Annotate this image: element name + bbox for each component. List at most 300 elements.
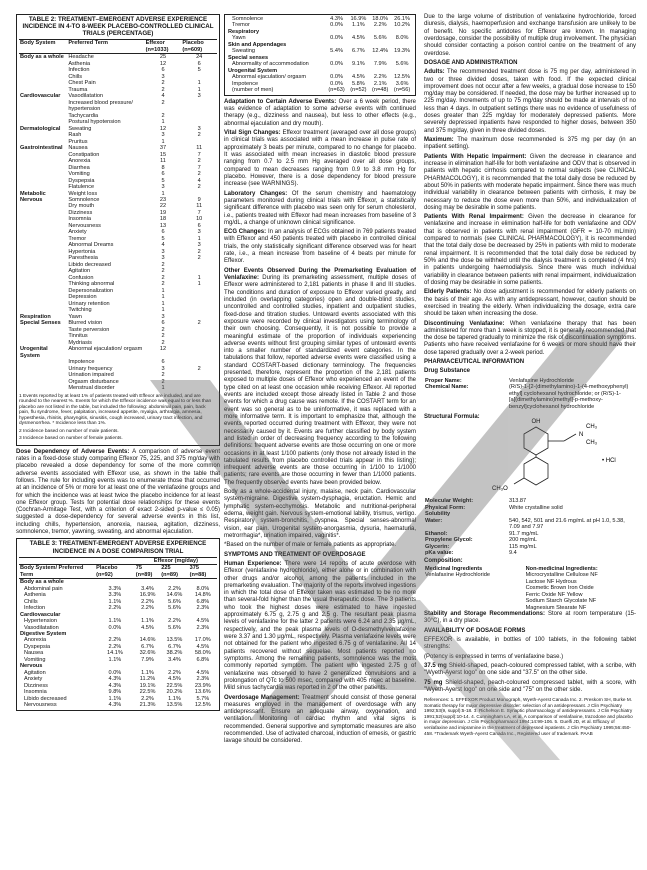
property-label: Glycerin: [425, 543, 450, 550]
table-cell: Nausea [24, 650, 44, 657]
table-cell: 58.0% [194, 650, 211, 657]
table-cell: (n=48) [372, 87, 389, 94]
table-cell: Sweating [232, 48, 256, 55]
table-cell: Headache [68, 54, 94, 61]
table-cell: 2 [161, 372, 165, 379]
table-cell: Chills [68, 73, 82, 80]
table-cell: Nervousness [68, 222, 101, 229]
paragraph-heading: ECG Changes: [224, 229, 267, 236]
table-cell: 3 [161, 73, 165, 80]
paragraph-heading: Adults: [424, 69, 445, 76]
table-cell: 3 [161, 248, 165, 255]
table-cell: 1 [161, 190, 165, 197]
paragraph [424, 628, 636, 635]
table-cell: 6.8% [196, 598, 210, 605]
table-cell: 7 [197, 151, 201, 158]
paragraph-body: Due to the large volume of distribution of venlafaxine hydrochloride, forced diuresis, dialysis, haemoperfusion and exchange transfusion are unlikely to be of benefit. No specific antidotes for Effexor are known. In managing overdosage, consider the possibility of multiple drug involvement. The physician should consider contacting a poison control centre on the treatment of any overdose. [424, 14, 636, 57]
table-cell: 2 [161, 261, 165, 268]
table-cell: (n=63) [328, 87, 345, 94]
table-cell: 2.2% [141, 598, 154, 605]
table-cell: 2.3% [196, 624, 210, 631]
composition-title: Composition: [424, 558, 463, 565]
table-2-footnote: 1 Events reported by at least 1% of patients treated with Effexor are included, and are rounded to the nearest %. Events for which the Effexor incidence was equal to or less than placebo are not listed in the table, but included the following: abdominal pain, pain, back pain, flu syndrome, fever, palpitation, increased appetite, myalgia, arthralgia, amnesia, hypesthesia, rhinitis, pharyngitis, sinusitis, cough increased, urinary tract infection, and dysmenorrhea. * Incidence less than 1%. [19, 393, 212, 427]
property-value: White crystalline solid [509, 504, 563, 511]
paragraph [224, 542, 416, 549]
table-cell: 1 [197, 86, 201, 93]
table-cell: 3.4% [141, 585, 154, 592]
table-cell: 1.1% [168, 695, 181, 702]
property-label: Molecular Weight: [425, 498, 474, 505]
paragraph-body: Given the decrease in clearance for venlafaxine and increase in elimination half-life for both venlafaxine and ODV that is observed in patients with renal impairment (GFR = 10-70 mL/min) compared to normals (see CLINICAL PHARMACOLOGY), it is recommended that the total daily dose be decreased by 25% in patients with mild to moderate renal impairment. It is recommended that the total daily dose be reduced by 50% and the dose be withheld until the dialysis treatment is completed (4 hrs) in patients undergoing haemodialysis. Since there was much individual variability in clearance between patients with renal impairment, individualization of dosing may be desirable in some patients. [424, 214, 636, 286]
property-row [424, 550, 636, 556]
table-cell: 3 [161, 184, 165, 191]
paragraph-body: (Potency is expressed in terms of venlafaxine base.) [424, 653, 564, 660]
table-cell: 6 [161, 359, 165, 366]
table-cell: (n=52) [350, 87, 367, 94]
table-cell: 2.2% [141, 695, 154, 702]
table-cell: Pruritus [68, 138, 88, 145]
table-cell: Dizziness [68, 209, 93, 216]
table-cell: Urogenital System [228, 67, 278, 74]
paragraph-body: Effexor treatment (averaged over all dose groups) in clinical trials was associated with a mean increase in pulse rate of approximately 3 beats per minute, compared to no change for placebo. It was associated with mean increases in diastolic blood pressure ranging from 0.7 to 2.5 mm Hg averaged over all dose groups, compared to mean decreases ranging from 0.9 to 3.8 mm Hg for placebo. However, there is a dose dependency for blood pressure increase (see WARNINGS). [224, 130, 417, 188]
table-cell: 5.6% [395, 61, 409, 68]
atom-n: N [578, 432, 584, 439]
table-cell: 4.5% [352, 35, 365, 42]
table-3-header: Placebo (n=92) [95, 565, 135, 579]
paragraph-body: In an analysis of ECGs obtained in 769 patients treated with Effexor and 450 patients treated with placebo in controlled clinical trials, the only statistically significant difference observed was for heart rate, i.e., a mean increase from baseline of 4 beats per minute for Effexor. [224, 229, 416, 265]
nonmedicinal-item: Microcrystalline Cellulose NF [525, 572, 598, 579]
table-cell: Abnormal Dreams [68, 242, 114, 249]
table-cell: 1 [161, 385, 165, 392]
table-cell: 2 [197, 132, 201, 139]
atom-oh: OH [531, 419, 541, 426]
table-cell: 3 [197, 125, 201, 132]
table-cell: Chills [24, 598, 38, 605]
table-cell: 2.2% [168, 585, 181, 592]
table-2 [16, 14, 220, 446]
paragraph-heading: Adaptation to Certain Adverse Events: [224, 98, 337, 105]
paragraph-body: Shield-shaped, peach-coloured compressed tablet, with a scribe, with "Wyeth-Ayerst logo" on one side and "37.5" on the other side. [424, 663, 636, 677]
paragraph-body: Store at room temperature (15-30°C), in a dry place. [424, 611, 636, 625]
table-cell: Insomnia [24, 689, 47, 696]
table-cell: 0.0% [108, 624, 122, 631]
column-right [424, 14, 636, 736]
property-row [424, 384, 636, 410]
table-cell: Blurred vision [68, 320, 103, 327]
table-cell: 2.2% [168, 669, 181, 676]
table-cell: 6 [161, 67, 165, 74]
table-cell: 2 [161, 274, 165, 281]
paragraph-heading: SYMPTOMS AND TREATMENT OF OVERDOSAGE [224, 551, 366, 558]
paragraph-body: Body as a whole-accidental injury, malaise, neck pain. Cardiovascular system-migraine. Digestive system-dysphagia, eructation. Hemic and lymphatic system-ecchymosis. Metabolic and nutritional-peripheral edema, weight gain. Nervous system-emotional lability, trismus, vertigo. Respiratory system-bronchitis, dyspnea. Special senses-abnormal vision, ear pain. Urogenital system-anorgasmia, dysuria, haematuria, metrorrhagia*, urination impaired, vaginitis*. [224, 489, 416, 539]
table-cell: Vomiting [24, 656, 46, 663]
table-cell [95, 579, 135, 586]
table-cell: 1.1% [108, 598, 122, 605]
table-cell: Respiratory [228, 28, 260, 35]
table-cell: 13 [159, 222, 167, 229]
table-cell: 4 [161, 242, 165, 249]
table-cell [189, 579, 217, 586]
property-label: Propylene Glycol: [425, 537, 473, 544]
paragraph-body: Over a 6 week period, there was evidence of adaptation to some adverse events with continued therapy (e.g., dizziness and nausea), but less to other effects (e.g., abnormal ejaculation and dry mouth). [224, 98, 417, 127]
table-cell: 4.3% [108, 702, 122, 709]
paragraph [224, 552, 416, 559]
table-cell: 5 [197, 67, 201, 74]
table-2-header: Effexor (n=1033) [145, 40, 182, 54]
table-2-header: Preferred Term [67, 40, 144, 54]
nonmedicinal-item: Magnesium Stearate NF [525, 604, 587, 611]
table-cell: 3.4% [168, 656, 181, 663]
paragraph [424, 14, 636, 58]
table-cell: 2.3% [196, 605, 210, 612]
table-cell: Dizziness [24, 682, 48, 689]
table-cell: Nervous [20, 197, 43, 203]
table-cell: 12.5% [194, 702, 211, 709]
table-cell: 1 [197, 80, 201, 87]
table-cell: Dyspepsia [68, 177, 95, 184]
paragraph [424, 69, 636, 135]
table-cell: Trauma [68, 86, 88, 93]
paragraph-heading: 75 mg [424, 679, 443, 686]
table-cell: 13.6% [194, 689, 211, 696]
table-cell: 4.5% [196, 618, 210, 625]
medicinal-ingredient: Venlafaxine Hydrochloride [425, 572, 490, 579]
table-cell: (number of men) [232, 87, 274, 94]
paragraph [224, 229, 416, 266]
table-cell: 19.3% [394, 48, 410, 55]
availability-text [424, 611, 636, 694]
table-cell: 1 [161, 294, 165, 301]
table-cell: Weight loss [68, 190, 98, 197]
table-cell: Asthenia [24, 592, 46, 599]
table-cell: 3 [197, 242, 201, 249]
table-cell: 22 [159, 203, 167, 210]
table-cell [181, 346, 217, 359]
table-cell: 6 [197, 222, 201, 229]
table-cell: 4 [161, 93, 165, 100]
table-3-grid [19, 557, 217, 709]
table-cell: 3 [197, 93, 201, 100]
table-cell: 9.1% [352, 61, 365, 68]
paragraph [424, 611, 636, 626]
atom-ch3-b: CH₃ [585, 440, 597, 447]
table-cell: Sweating [68, 125, 92, 132]
table-cell: 25 [159, 54, 167, 61]
paragraph-heading: Patients With Hepatic Impairment: [424, 153, 527, 160]
table-cell: 6.7% [141, 643, 154, 650]
table-cell: Vasodilatation [24, 624, 59, 631]
table-cell: 9.8% [108, 689, 122, 696]
property-label: pKa value: [425, 549, 454, 556]
table-cell: 4.5% [196, 669, 210, 676]
paragraph-heading: Other Events Observed During the Premarketing Evaluation of Venlafaxine: [224, 267, 416, 281]
paragraph [224, 191, 416, 228]
table-cell: 12 [159, 125, 167, 132]
table-cell: 0.0% [108, 669, 122, 676]
property-label: Chemical Name: [425, 384, 469, 391]
table-cell: Menstrual disorder [68, 385, 115, 392]
nonmedicinal-item: Ferric Oxide NF Yellow [525, 591, 583, 598]
paragraph-body: The recommended treatment dose is 75 mg per day, administered in two or three divided doses, taken with food. If the expected clinical improvement does not occur after a few weeks, a gradual dose increase to 150 mg/day may be considered. If needed, the dose may be further increased up to 225 mg/day. Increments of up to 75 mg/day should be made at intervals of no less than 4 days. In outpatient settings there was no evidence of usefulness of doses greater than 225 mg/day for moderately depressed patients. More severely depressed inpatients have responded to higher doses, between 350 and 375 mg/day, given in three divided doses. [424, 69, 636, 134]
table-cell: 18 [159, 216, 167, 223]
table-cell: Libido decreased [24, 695, 67, 702]
table-cell: Abnormality of accommodation [232, 61, 309, 68]
property-label: Proper Name: [425, 377, 462, 384]
paragraph-heading: Overdosage Management: [224, 694, 300, 701]
table-cell: 7 [197, 209, 201, 216]
dose-dependency-text [16, 449, 220, 537]
nonmedicinal-list [525, 572, 636, 611]
table-cell: Yawn [68, 313, 82, 320]
table-cell: Rash [68, 132, 82, 139]
paragraph-body: There were 14 reports of acute overdose with Effexor (venlafaxine hydrochloride), either alone or in combination with other drugs and/or alcohol, among the patients included in the premarketing evaluation. The majority of the reports involved ingestions in which the total dose of Effexor taken was estimated to be no more than several-fold higher than the usual therapeutic dose. The 3 patients who took the highest doses were estimated to have ingested approximately 6.75 g, 2.75 g and 2.5 g. The resultant peak plasma levels of venlafaxine for the latter 2 patients were 6.24 and 2.35 μg/mL, respectively, and the peak plasma levels of O-desmethylvenlafaxine were 3.37 and 1.30 μg/mL, respectively. Plasma venlafaxine levels were not obtained for the patient who ingested 6.75 g of venlafaxine. All 14 patients recovered without sequelae. Most patients reported no symptoms. Among the remaining patients, somnolence was the most commonly reported symptom. The patient who ingested 2.75 g of venlafaxine was observed to have 2 generalized convulsions and a prolongation of QTc to 500 msec, compared with 405 msec at baseline. Mild sinus tachycardia was reported in 2 of the other patients. [224, 560, 416, 692]
table-cell: Somnolence [232, 16, 264, 22]
table-cell: 12 [159, 60, 167, 67]
table-cell: 3 [161, 132, 165, 139]
table-cell: 6 [161, 229, 165, 236]
table-cell: Hypertonia [68, 248, 96, 255]
paragraph-body: Of the serum chemistry and haematology parameters monitored during clinical trials with Effexor, a statistically significant difference with placebo was seen only for serum cholesterol, i.e., patients treated with Effexor had mean increases from baseline of 3 mg/dL, a change of unknown clinical significance. [224, 190, 417, 226]
table-cell: Dry mouth [68, 203, 95, 210]
table-cell: 24 [196, 54, 203, 61]
table-cell: 2 [161, 80, 165, 87]
table-cell: Infection [68, 67, 90, 74]
table-cell: 3.6% [395, 80, 409, 87]
table-cell: Abnormal ejaculation/ orgasm [68, 346, 143, 353]
table-cell: 6 [197, 60, 201, 67]
nonmedicinal-label: Non-medicinal Ingredients: [525, 565, 598, 572]
table-cell: 10.2% [394, 22, 410, 29]
table-cell: 6.7% [352, 48, 365, 55]
table-cell: Nervous [20, 663, 43, 670]
table-cell: Nausea [68, 145, 88, 152]
table-2-header: Body System [19, 40, 67, 54]
table-cell: 1 [197, 281, 201, 288]
table-cell: 5.4% [330, 48, 343, 55]
property-label: Physical Form: [425, 504, 466, 511]
table-cell: Hypertension [24, 618, 57, 625]
table-cell: 23.9% [194, 682, 211, 689]
table-cell: 11 [196, 145, 203, 152]
table-cell: 2 [197, 184, 201, 191]
paragraph-heading: Maximum: [424, 137, 454, 143]
paragraph [424, 663, 636, 678]
paragraph [424, 214, 636, 287]
table-cell: 18.0% [372, 16, 389, 22]
table-cell [19, 100, 67, 113]
paragraph [424, 680, 636, 695]
table-cell: 4.3% [330, 16, 343, 22]
nonmedicinal-item: Lactose NF Hydrous [525, 578, 577, 585]
table-cell: Insomnia [68, 216, 92, 223]
table-cell: Depersonalization [68, 287, 114, 294]
table-cell: Metabolic [20, 190, 46, 197]
property-value: 115 mg/mL [509, 543, 537, 550]
table-cell: Thinking abnormal [68, 281, 115, 288]
table-cell: 4.5% [141, 624, 154, 631]
nonmedicinal-item: Sodium Starch Glycolate NF [525, 598, 597, 605]
paragraph-heading: AVAILABILITY OF DOSAGE FORMS [424, 627, 526, 634]
table-cell: 1.1% [108, 695, 122, 702]
table-cell: 5.7% [196, 695, 210, 702]
nonmedicinal-item: Cosmetic Brown Iron Oxide [525, 585, 594, 592]
table-cell: 10 [196, 216, 203, 223]
table-cell: 1.1% [108, 618, 122, 625]
table-cell: Tachycardia [68, 112, 99, 119]
table-row [19, 702, 217, 708]
table-cell: Skin and Appendages [228, 41, 287, 48]
table-cell: Digestive System [20, 630, 67, 637]
paragraph [424, 154, 636, 213]
table-row [19, 579, 217, 586]
table-cell: Abdominal pain [24, 585, 63, 592]
table-cell: Anorexia [24, 637, 47, 644]
table-cell: 32.6% [139, 650, 156, 657]
table-cell: Body as a whole [20, 54, 64, 61]
paragraph [16, 449, 220, 537]
property-row [424, 518, 636, 531]
atom-och3: CH₃O [491, 486, 508, 493]
table-cell: 1 [197, 235, 201, 242]
table-cell: Urinary frequency [68, 365, 113, 372]
table-cell: 2.1% [373, 80, 387, 87]
table-cell: 7 [197, 164, 201, 171]
table-cell: 0.0% [330, 80, 343, 87]
paragraph-body: EFFEXOR is available, in bottles of 100 tablets, in the following tablet strengths: [424, 637, 636, 651]
table-cell: 16.9% [350, 16, 367, 22]
table-cell: 2 [161, 99, 165, 106]
paragraph-heading: Stability and Storage Recommendations: [424, 611, 545, 618]
table-cell: Anorexia [68, 158, 91, 165]
paragraph-heading: Laboratory Changes: [224, 190, 288, 197]
table-cell: 2 [161, 326, 165, 333]
table-cell: 2 [197, 365, 201, 372]
table-cell: Taste perversion [68, 326, 110, 333]
table-cell: 2.2% [108, 643, 122, 650]
paragraph [224, 561, 416, 693]
table-cell: 2 [161, 268, 165, 275]
table-cell: 23 [159, 197, 167, 203]
table-cell: Cardiovascular [20, 611, 61, 618]
table-cell: Constipation [68, 151, 100, 158]
paragraph [224, 130, 416, 189]
table-cell: Mydriasis [68, 339, 92, 346]
table-cell: 5.8% [352, 80, 365, 87]
references: References: 1. EFFEXOR Product Monograph, Wyeth-Ayerst Canada Inc. 2. Preskorn SH, Burke M. Somatic therapy for major depressive disorder: selection of an antidepressant. J Clin Psychiatry 1992;53(9, suppl):5-18. 3. Richelson E. Synaptic pharmacology of antidepressants. J Clin Psychiatry 1991;52(suppl):10-14. 4. Cunningham LA, et al. A comparison of venlafaxine, trazodone and placebo in major depression. J Clin Psychopharmacol 1994;14:99-106. 5. Guelfi JD, et al. Efficacy of venlafaxine and imipramine in the treatment of depressed inpatients. J Clin Psychiatry 1995;56:450-458. *Trademark Wyeth-Ayerst Canada Inc., Registered user of trademark. PAAB [424, 697, 633, 736]
paragraph [224, 268, 416, 487]
table-cell: 4.5% [196, 643, 210, 650]
paragraph-heading: Elderly Patients: [424, 289, 472, 296]
adverse-events-text [224, 99, 416, 746]
table-cell: Dermatological [20, 125, 61, 132]
table-cell: Vomiting [68, 171, 90, 178]
table-cell: Increased blood pressure/ hypertension [68, 99, 133, 113]
table-cell: 2 [197, 248, 201, 255]
table-cell: 11.2% [139, 676, 156, 683]
table-cell: Vasodilatation [68, 93, 104, 100]
table-cell: Tremor [232, 22, 250, 29]
paragraph [424, 60, 636, 67]
table-cell: Somnolence [68, 197, 100, 203]
table-cell [181, 385, 217, 391]
paragraph-body: During its premarketing assessment, multiple doses of Effexor were administered to 2,181 patients in phase II and III studies. The conditions and duration of exposure to Effexor varied greatly, and included (in overlapping categories) open and double-blind studies, uncontrolled and controlled studies, inpatient and outpatient studies, fixed-dose and titration studies. Untoward events associated with this exposure were recorded by clinical investigators using terminology of their own choosing. Consequently, it is not possible to provide a meaningful estimate of the proportion of individuals experiencing adverse events without first grouping similar types of untoward events into a smaller number of standardized event categories. In the tabulations that follow, reported adverse events were classified using a standard COSTART-based dictionary terminology. The frequencies presented, therefore, represent the proportion of the 2,181 patients exposed to multiple doses of Effexor who experienced an event of the type cited on at least one occasion while receiving Effexor. All reported events are included except those already listed in Table 2 and those events for which a drug cause was remote. If the COSTART term for an event was so general as to be uninformative, it was replaced with a more informative term. It is important to emphasize that, although the events reported occurred during treatment with Effexor, they were not necessarily caused by it. Events are further classified by body system and listed in order of decreasing frequency according to the following definitions: frequent adverse events are those occurring on one or more occasions in at least 1/100 patients (only those not already listed in the tabulated results from placebo controlled trials appear in this listing); infrequent adverse events are those occurring in 1/100 to 1/1000 patients; rare events are those occurring in fewer than 1/1000 patients. The frequently observed events have been provided below. [224, 275, 417, 486]
table-row [19, 385, 217, 391]
table-cell: 2 [197, 158, 201, 165]
paragraph [424, 359, 636, 366]
table-cell: Diarrhea [68, 164, 90, 171]
table-cell: 5 [161, 177, 165, 184]
table-2-footnote: 2 Incidence based on number of male patients. [19, 428, 119, 434]
table-cell: Orgasm disturbance [68, 378, 119, 385]
table-cell: Agitation [68, 268, 91, 275]
table-cell: 11 [160, 158, 166, 165]
table-cell: 2 [161, 281, 165, 288]
dosage-text [424, 14, 636, 376]
table-cell [160, 579, 188, 586]
table-cell: 1 [161, 119, 165, 126]
property-label: Solubility [425, 511, 451, 518]
table-cell: 1.1% [352, 22, 365, 29]
table-cell: Respiration [20, 313, 51, 320]
structural-formula-label: Structural Formula: [424, 414, 480, 421]
medicinal-label: Medicinal Ingredients [425, 565, 483, 572]
table-cell: 1.1% [141, 669, 154, 676]
table-cell: 2.2% [108, 637, 122, 644]
table-cell: 1 [161, 287, 165, 294]
table-cell: Dyspepsia [24, 643, 51, 650]
atom-hcl: • HCl [601, 458, 616, 465]
physical-properties-table [424, 498, 636, 556]
table-cell: 22.5% [139, 689, 156, 696]
table-cell: 2 [161, 378, 165, 385]
table-cell: 11 [196, 203, 203, 210]
table-cell: Tinnitus [68, 333, 88, 340]
table-cell: 12.5% [394, 74, 410, 81]
table-3-header: Body System/ Preferred Term [19, 565, 95, 579]
table-cell: 1 [197, 274, 201, 281]
paragraph-heading: 37.5 mg [424, 663, 447, 670]
table-3-continued [224, 14, 416, 96]
table-cell: 2.2% [168, 618, 181, 625]
table-cell: 3.3% [108, 585, 122, 592]
table-cell: Libido decreased [68, 261, 111, 268]
table-cell: 1 [161, 307, 165, 314]
paragraph-body: A comparison of adverse event rates in a fixed-dose study comparing Effexor 75, 225, and 375 mg/day with placebo revealed a dose dependency for some of the more common adverse events associated with Effexor use, as shown in the table that follows. The rule for including events was to enumerate those that occurred at an incidence of 5% or more for at least one of the venlafaxine groups and for which the incidence was at least twice the placebo incidence for at least one Effexor group. Tests for potential dose relationships for these events (Cochran-Armitage Test, with a criterion of exact 2-sided p-value ≤ 0.05) suggested a dose-dependency for several adverse events in this list, including chills, hypertension, anorexia, nausea, agitation, dizziness, somnolence, tremor, yawning, sweating, and abnormal ejaculation. [16, 448, 221, 536]
table-cell: 5.6% [168, 605, 181, 612]
paragraph [224, 489, 416, 540]
table-cell: 20.2% [166, 689, 183, 696]
paragraph [224, 695, 416, 746]
table-cell: Impotence [68, 359, 95, 366]
table-cell: 3 [161, 255, 165, 262]
paragraph-body: Given the decrease in clearance and increase in elimination half-life for both venlafaxine and ODV that is observed in patients with hepatic cirrhosis compared to normal subjects (see CLINICAL PHARMACOLOGY), it is recommended that the total daily dose be reduced by about 50% in patients with moderate hepatic impairment. Since there was much individual variability in clearance between patients with cirrhosis, it may be necessary to reduce the dose even more than 50%, and individualization of dosing may be desirable in some patients. [424, 153, 637, 211]
column-left [16, 14, 220, 714]
table-cell: 2 [161, 86, 165, 93]
paragraph-body: Treatment should consist of those general measures employed in the management of overdosage with any antidepressant. Ensure an adequate airway, oxygenation, and ventilation. Monitoring of cardiac rhythm and vital signs is recommended. General supportive and symptomatic measures are also recommended. Use of activated charcoal, induction of emesis, or gastric lavage should be considered. [224, 694, 416, 745]
table-cell: Anxiety [68, 229, 87, 236]
table-cell: Urogenital System [20, 346, 48, 359]
table-cell: Flatulence [68, 184, 95, 191]
paragraph-heading: DOSAGE AND ADMINISTRATION [424, 59, 518, 66]
table-cell: 2.2% [108, 605, 122, 612]
table-cell: 2.2% [373, 74, 387, 81]
paragraph-heading: Dose Dependency of Adverse Events: [16, 448, 130, 455]
table-3 [16, 538, 220, 710]
table-2-header: Placebo (n=609) [181, 40, 217, 54]
table-cell: 19 [159, 209, 167, 216]
table-cell [135, 579, 161, 586]
table-cell: 13.5% [166, 702, 183, 709]
